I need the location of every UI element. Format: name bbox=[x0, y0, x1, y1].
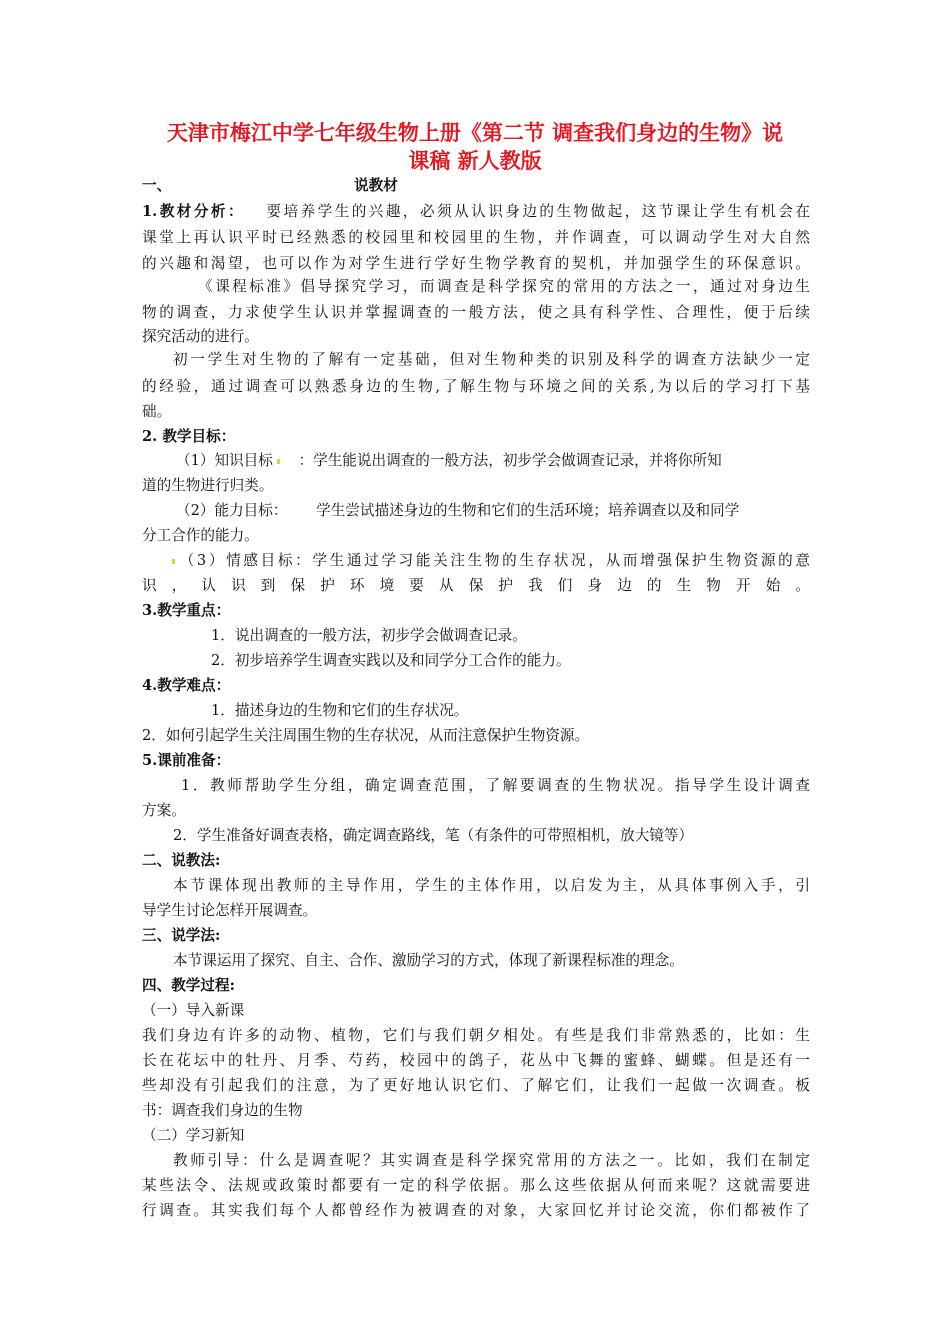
preparation-1-line-2: 方案。 bbox=[142, 802, 186, 819]
section-3-heading: 三、说学法: bbox=[142, 927, 221, 944]
goal-2-text: 学生尝试描述身边的生物和它们的生活环境；培养调查以及和同学 bbox=[316, 502, 740, 519]
difficulty-2: 2．如何引起学生关注周围生物的生存状况，从而注意保护生物资源。 bbox=[142, 727, 590, 744]
intro-line-3: 些却没有引起我们的注意，为了更好地认识它们、了解它们，让我们一起做一次调查。板 bbox=[142, 1077, 810, 1094]
difficulty-1: 1．描述身边的生物和它们的生存状况。 bbox=[211, 702, 469, 719]
intro-line-2: 长在花坛中的牡丹、月季、芍药，校园中的鸽子，花丛中飞舞的蜜蜂、蝴蝶。但是还有一 bbox=[142, 1052, 810, 1069]
difficulties-heading: 4.教学难点： bbox=[142, 677, 231, 694]
document-title-line-2: 课稿 新人教版 bbox=[408, 149, 542, 173]
annotation-mark bbox=[277, 459, 280, 464]
standard-line-2: 物的调查，力求使学生认识并掌握调查的一般方法，使之具有科学性、合理性，便于后续 bbox=[142, 304, 810, 321]
analysis-text: 要培养学生的兴趣，必须从认识身边的生物做起，这节课让学生有机会在 bbox=[266, 203, 810, 220]
key-points-heading: 3.教学重点： bbox=[142, 602, 231, 619]
new-knowledge-line-1: 教师引导：什么是调查呢？其实调查是科学探究常用的方法之一。比如，我们在制定 bbox=[173, 1152, 810, 1169]
subsection-intro-heading: （一）导入新课 bbox=[142, 1002, 245, 1019]
document-title-line-1: 天津市梅江中学七年级生物上册《第二节 调查我们身边的生物》说 bbox=[166, 121, 784, 145]
goal-1-text: ：学生能说出调查的一般方法，初步学会做调查记录，并将你所知 bbox=[298, 452, 722, 469]
goal-1-label: （1）知识目标 bbox=[176, 452, 273, 469]
intro-line-1: 我们身边有许多的动物、植物，它们与我们朝夕相处。有些是我们非常熟悉的，比如：生 bbox=[142, 1027, 810, 1044]
section-2-line-1: 本节课体现出教师的主导作用，学生的主体作用，以启发为主，从具体事例入手，引 bbox=[173, 877, 810, 894]
students-line-1: 初一学生对生物的了解有一定基础，但对生物种类的识别及科学的调查方法缺少一定 bbox=[173, 351, 810, 368]
goal-3-line-1 bbox=[172, 551, 810, 571]
preparation-2: 2．学生准备好调查表格，确定调查路线，笔（有条件的可带照相机，放大镜等） bbox=[173, 827, 694, 844]
students-line-2: 的经验，通过调查可以熟悉身边的生物,了解生物与环境之间的关系,为以后的学习打下基 bbox=[142, 378, 810, 395]
goal-1-line-2: 道的生物进行归类。 bbox=[142, 477, 274, 494]
section-2-heading: 二、说教法: bbox=[142, 852, 221, 869]
goal-2-line-1 bbox=[176, 501, 810, 521]
section-1-heading: 说教材 bbox=[354, 177, 398, 194]
key-point-1: 1．说出调查的一般方法，初步学会做调查记录。 bbox=[211, 627, 527, 644]
subsection-new-knowledge-heading: （二）学习新知 bbox=[142, 1127, 245, 1144]
analysis-line-3: 的兴趣和渴望，也可以作为对学生进行学好生物学教育的契机，并加强学生的环保意识。 bbox=[142, 255, 810, 272]
section-2-line-2: 导学生讨论怎样开展调查。 bbox=[142, 902, 318, 919]
section-1-heading-row bbox=[142, 176, 810, 196]
section-1-number: 一、 bbox=[142, 177, 172, 194]
annotation-mark bbox=[172, 559, 175, 564]
new-knowledge-line-2: 某些法令、法规或政策时都要有一定的科学依据。那么这些依据从何而来呢？这就需要进 bbox=[142, 1177, 810, 1194]
goal-3-line-2: 识，认识到保护环境要从保护我们身边的生物开始。 bbox=[142, 577, 810, 594]
key-point-2: 2．初步培养学生调查实践以及和同学分工合作的能力。 bbox=[211, 652, 571, 669]
standard-line-1: 《课程标准》倡导探究学习，而调查是科学探究的常用的方法之一，通过对身边生 bbox=[198, 278, 810, 295]
goal-1-line-1 bbox=[176, 451, 810, 471]
goals-heading: 2. 教学目标： bbox=[142, 428, 236, 445]
new-knowledge-line-3: 行调查。其实我们每个人都曾经作为被调查的对象，大家回忆并讨论交流，你们都被作了 bbox=[142, 1202, 810, 1219]
analysis-label: 1.教材分析： bbox=[142, 203, 246, 220]
goal-2-line-2: 分工合作的能力。 bbox=[142, 527, 259, 544]
students-line-3: 础。 bbox=[142, 403, 172, 420]
analysis-line-1 bbox=[142, 202, 810, 222]
analysis-line-2: 课堂上再认识平时已经熟悉的校园里和校园里的生物，并作调查，可以调动学生对大自然 bbox=[142, 229, 810, 246]
intro-line-4: 书：调查我们身边的生物 bbox=[142, 1102, 303, 1119]
preparation-1-line-1: 1．教师帮助学生分组，确定调查范围，了解要调查的生物状况。指导学生设计调查 bbox=[181, 777, 810, 794]
goal-3-text: （3）情感目标：学生通过学习能关注生物的生存状况，从而增强保护生物资源的意 bbox=[177, 552, 810, 569]
standard-line-3: 探究活动的进行。 bbox=[142, 328, 259, 345]
section-3-line-1: 本节课运用了探究、自主、合作、激励学习的方式，体现了新课程标准的理念。 bbox=[173, 952, 684, 969]
section-4-heading: 四、教学过程: bbox=[142, 977, 235, 994]
goal-2-label: （2）能力目标： bbox=[176, 502, 288, 519]
preparation-heading: 5.课前准备： bbox=[142, 752, 231, 769]
